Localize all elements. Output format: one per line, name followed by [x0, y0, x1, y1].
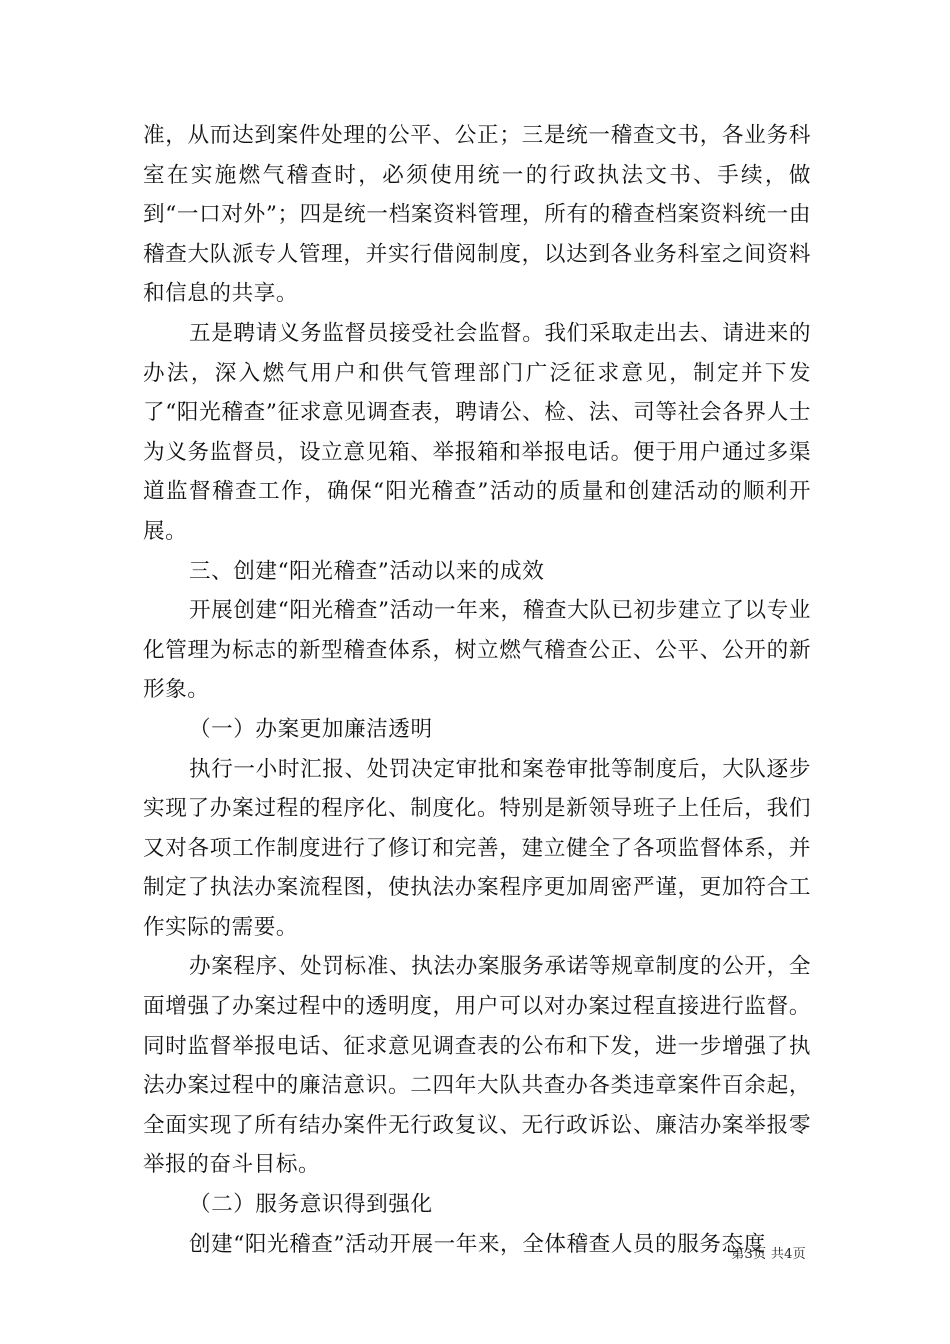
paragraph-results-intro: 开展创建“阳光稽查”活动一年来，稽查大队已初步建立了以专业化管理为标志的新型稽查体系，树立燃气稽查公正、公平、公开的新形象。	[143, 598, 811, 703]
subheading-service: （二）服务意识得到强化	[189, 1192, 433, 1218]
paragraph-procedures: 执行一小时汇报、处罚决定审批和案卷审批等制度后，大队逐步实现了办案过程的程序化、制度化。特别是新领导班子上任后，我们又对各项工作制度进行了修订和完善，建立健全了各项监督体系，并制定了执法办案流程图，使执法办案程序更加周密严谨，更加符合工作实际的需要。	[143, 756, 811, 940]
paragraph-service-intro: 创建“阳光稽查”活动开展一年来，全体稽查人员的服务态度	[189, 1231, 766, 1257]
page-number-footer: 第3页 共4页	[731, 1247, 806, 1262]
paragraph-supervisors: 五是聘请义务监督员接受社会监督。我们采取走出去、请进来的办法，深入燃气用户和供气管理部门广泛征求意见，制定并下发了“阳光稽查”征求意见调查表，聘请公、检、法、司等社会各界人士为义务监督员，设立意见箱、举报箱和举报电话。便于用户通过多渠道监督稽查工作，确保“阳光稽查”活动的质量和创建活动的顺利开展。	[143, 320, 811, 544]
paragraph-continuation: 准，从而达到案件处理的公平、公正；三是统一稽查文书，各业务科室在实施燃气稽查时，必须使用统一的行政执法文书、手续，做到“一口对外”；四是统一档案资料管理，所有的稽查档案资料统一由稽查大队派专人管理，并实行借阅制度，以达到各业务科室之间资料和信息的共享。	[143, 123, 811, 307]
paragraph-openness: 办案程序、处罚标准、执法办案服务承诺等规章制度的公开，全面增强了办案过程中的透明度，用户可以对办案过程直接进行监督。同时监督举报电话、征求意见调查表的公布和下发，进一步增强了执法办案过程中的廉洁意识。二四年大队共查办各类违章案件百余起，全面实现了所有结办案件无行政复议、无行政诉讼、廉洁办案举报零举报的奋斗目标。	[143, 954, 811, 1178]
section-heading-results: 三、创建“阳光稽查”活动以来的成效	[189, 558, 545, 584]
document-body	[143, 116, 811, 1264]
subheading-transparency: （一）办案更加廉洁透明	[189, 716, 433, 742]
